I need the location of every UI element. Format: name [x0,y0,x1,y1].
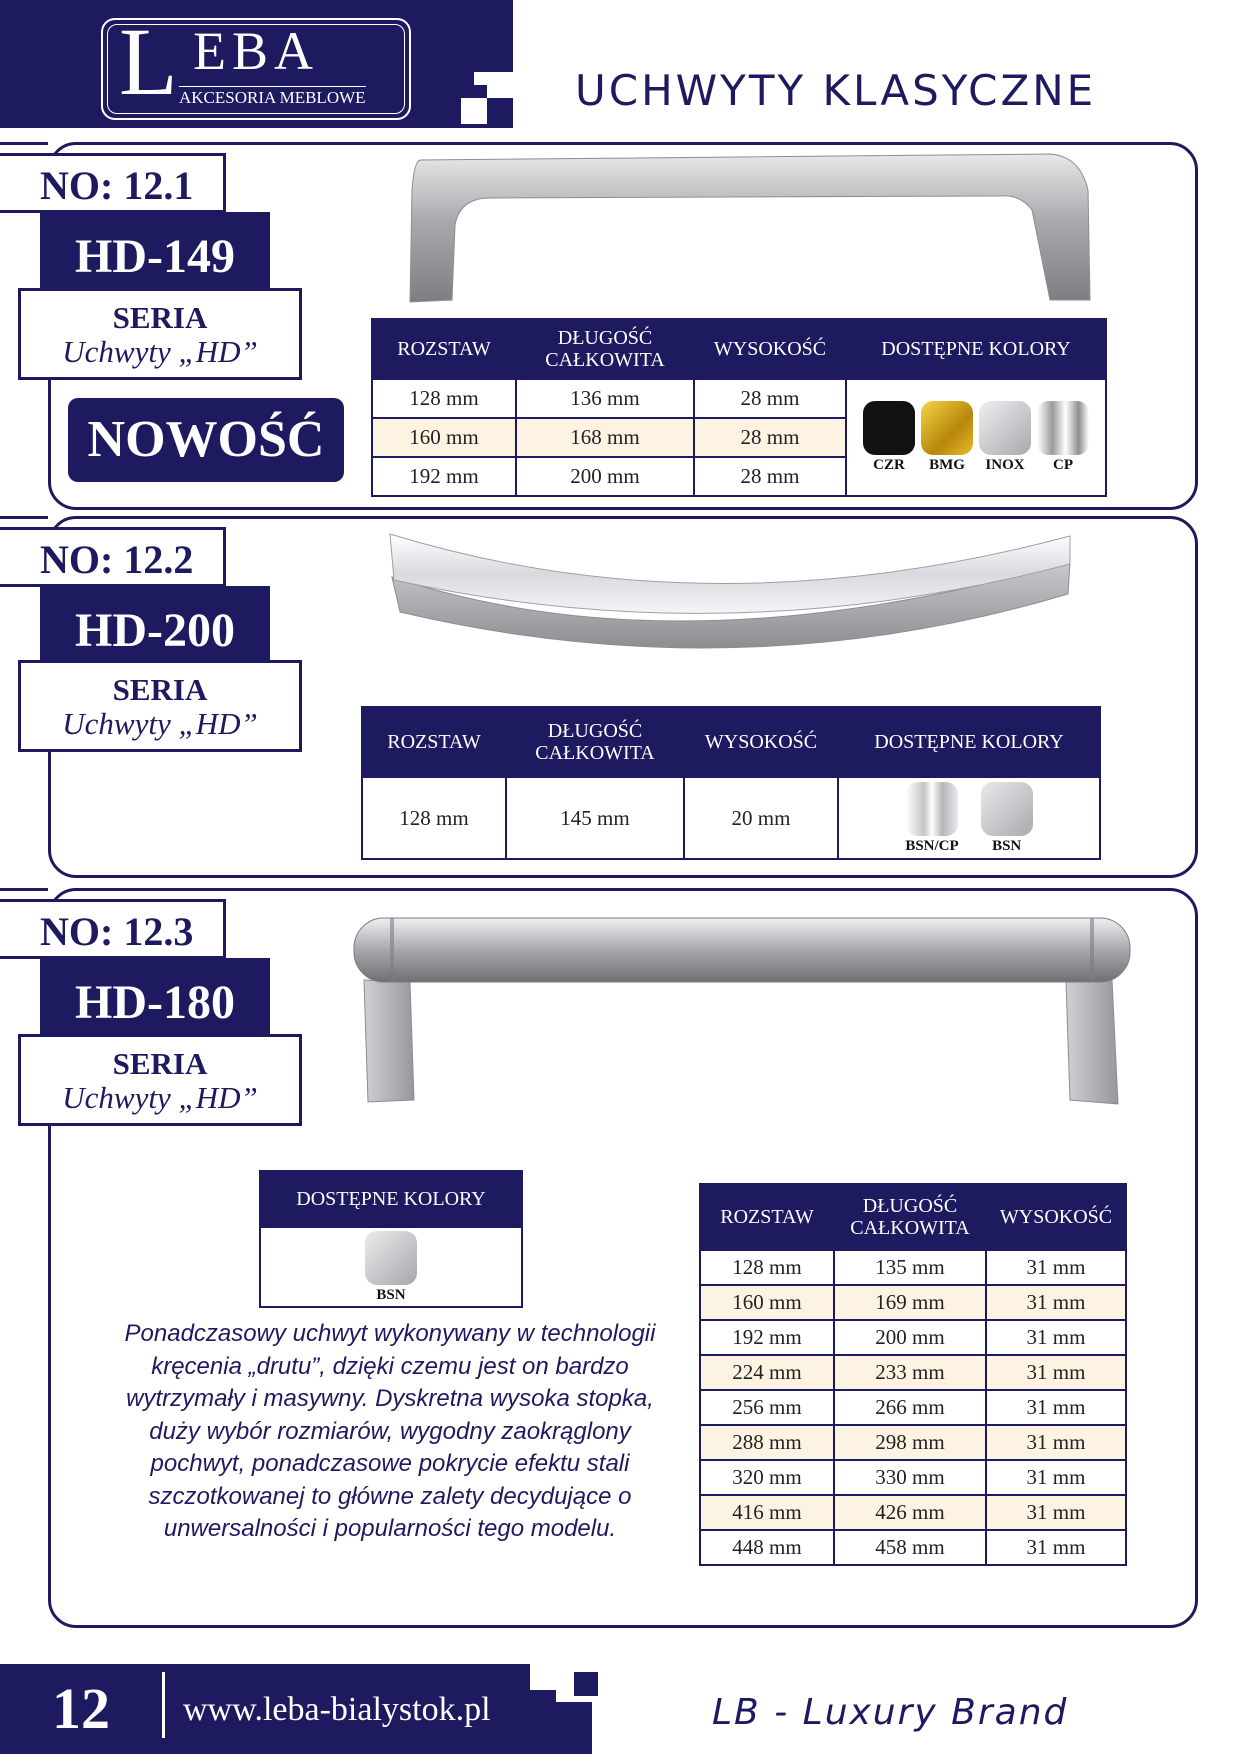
column-header: DŁUGOŚĆ CAŁKOWITA [516,319,694,379]
table-cell: 128 mm [362,777,506,859]
table-row [362,777,1100,859]
divider-line [0,516,48,519]
table-cell: 28 mm [694,418,846,457]
color-swatches-cell [838,777,1100,859]
color-label: BSN/CP [905,837,959,854]
table-cell: 28 mm [694,457,846,496]
table-cell: 426 mm [834,1495,986,1530]
product-number: NO: 12.2 [0,527,226,587]
color-swatch [863,401,915,474]
page-title: UCHWYTY KLASYCZNE [575,66,1097,115]
column-header: ROZSTAW [700,1184,834,1250]
table-cell: 266 mm [834,1390,986,1425]
column-header: WYSOKOŚĆ [986,1184,1126,1250]
new-badge: NOWOŚĆ [68,398,344,482]
table-cell: 160 mm [700,1285,834,1320]
table-cell: 128 mm [372,379,516,418]
column-header: DOSTĘPNE KOLORY [838,707,1100,777]
table-cell: 31 mm [986,1530,1126,1565]
product-image-hd-180 [350,912,1134,1112]
table-row [700,1355,1126,1390]
column-header: DŁUGOŚĆ CAŁKOWITA [834,1184,986,1250]
color-swatches-cell [846,379,1106,496]
table-row [372,379,1106,418]
table-cell: 31 mm [986,1250,1126,1285]
table-cell: 416 mm [700,1495,834,1530]
table-cell: 20 mm [684,777,838,859]
table-cell: 458 mm [834,1530,986,1565]
color-chip [1037,401,1089,455]
color-label: BMG [929,457,965,473]
product-code: HD-149 [40,212,270,302]
table-cell: 256 mm [700,1390,834,1425]
color-chip [365,1231,417,1285]
table-cell: 31 mm [986,1460,1126,1495]
product-number: NO: 12.3 [0,899,226,959]
column-header: WYSOKOŚĆ [684,707,838,777]
column-header: ROZSTAW [372,319,516,379]
column-header: DOSTĘPNE KOLORY [846,319,1106,379]
color-swatch [365,1231,417,1304]
logo-initial: L [119,8,178,115]
color-chip [981,782,1033,836]
logo-subtitle: AKCESORIA MEBLOWE [179,88,366,107]
table-cell: 200 mm [516,457,694,496]
column-header: DŁUGOŚĆ CAŁKOWITA [506,707,684,777]
table-row [700,1495,1126,1530]
table-cell: 31 mm [986,1355,1126,1390]
product-code: HD-180 [40,958,270,1048]
table-row [700,1320,1126,1355]
logo-name: EBA [193,21,319,81]
table-cell: 128 mm [700,1250,834,1285]
website-link[interactable]: www.leba-bialystok.pl [183,1691,491,1728]
table-cell: 145 mm [506,777,684,859]
leba-logo[interactable] [101,8,411,120]
color-label: BSN [992,837,1022,854]
table-cell: 200 mm [834,1320,986,1355]
series-label: SERIA [112,300,208,335]
table-cell: 224 mm [700,1355,834,1390]
series-box [18,288,302,380]
table-cell: 160 mm [372,418,516,457]
spec-table [699,1183,1127,1566]
divider-line [0,888,48,891]
table-cell: 136 mm [516,379,694,418]
table-cell: 31 mm [986,1390,1126,1425]
color-swatch [981,782,1033,855]
product-image-hd-200 [380,522,1080,682]
color-swatch [921,401,973,474]
table-cell: 31 mm [986,1320,1126,1355]
table-row [260,1227,522,1307]
table-row [700,1460,1126,1495]
color-swatch [979,401,1031,474]
column-header: ROZSTAW [362,707,506,777]
decor-square [461,98,487,124]
color-label: BSN [376,1286,406,1303]
table-cell: 31 mm [986,1425,1126,1460]
color-swatch [1037,401,1089,474]
series-box [18,660,302,752]
table-row [700,1530,1126,1565]
series-subtitle: Uchwyty „HD” [62,334,258,369]
table-cell: 330 mm [834,1460,986,1495]
product-code: HD-200 [40,586,270,676]
column-header: WYSOKOŚĆ [694,319,846,379]
series-label: SERIA [112,672,208,707]
table-cell: 169 mm [834,1285,986,1320]
table-cell: 192 mm [700,1320,834,1355]
color-label: CZR [873,457,905,473]
table-cell: 320 mm [700,1460,834,1495]
table-row [700,1425,1126,1460]
color-swatch [905,782,958,855]
page-number: 12 [52,1676,110,1741]
color-chip [863,401,915,455]
table-cell: 233 mm [834,1355,986,1390]
table-cell: 168 mm [516,418,694,457]
decor-square [530,1664,556,1690]
table-cell: 288 mm [700,1425,834,1460]
color-label: INOX [985,457,1025,473]
divider-line [0,142,48,145]
color-label: CP [1053,457,1073,473]
table-cell: 31 mm [986,1495,1126,1530]
color-chip [921,401,973,455]
table-cell: 28 mm [694,379,846,418]
decor-square [574,1672,598,1696]
spec-table [361,706,1101,860]
footer-separator [162,1672,165,1738]
brand-tagline: LB - Luxury Brand [712,1692,1069,1733]
table-row [700,1250,1126,1285]
color-swatches-cell [260,1227,522,1307]
table-cell: 192 mm [372,457,516,496]
table-row [700,1285,1126,1320]
colors-table [259,1170,523,1308]
table-cell: 135 mm [834,1250,986,1285]
series-subtitle: Uchwyty „HD” [62,1080,258,1115]
decor-square [556,1702,592,1754]
table-cell: 448 mm [700,1530,834,1565]
decor-square [474,72,487,85]
color-chip [906,782,958,836]
color-chip [979,401,1031,455]
table-cell: 298 mm [834,1425,986,1460]
table-row [700,1390,1126,1425]
table-cell: 31 mm [986,1285,1126,1320]
column-header: DOSTĘPNE KOLORY [260,1171,522,1227]
spec-table [371,318,1107,497]
decor-square [487,72,513,98]
series-subtitle: Uchwyty „HD” [62,706,258,741]
product-number: NO: 12.1 [0,153,226,213]
series-label: SERIA [112,1046,208,1081]
series-box [18,1034,302,1126]
product-image-hd-149 [400,150,1100,318]
product-description: Ponadczasowy uchwyt wykonywany w technologii kręcenia „drutu”, dzięki czemu jest on bardzo wytrzymały i masywny. Dyskretna wysoka stopka, duży wybór rozmiarów, wygodny zaokrąglony pochwyt, ponadczasowe pokrycie efektu stali szczotkowanej to główne zalety decydujące o unwersalności i popularności tego modelu. [124,1320,656,1542]
